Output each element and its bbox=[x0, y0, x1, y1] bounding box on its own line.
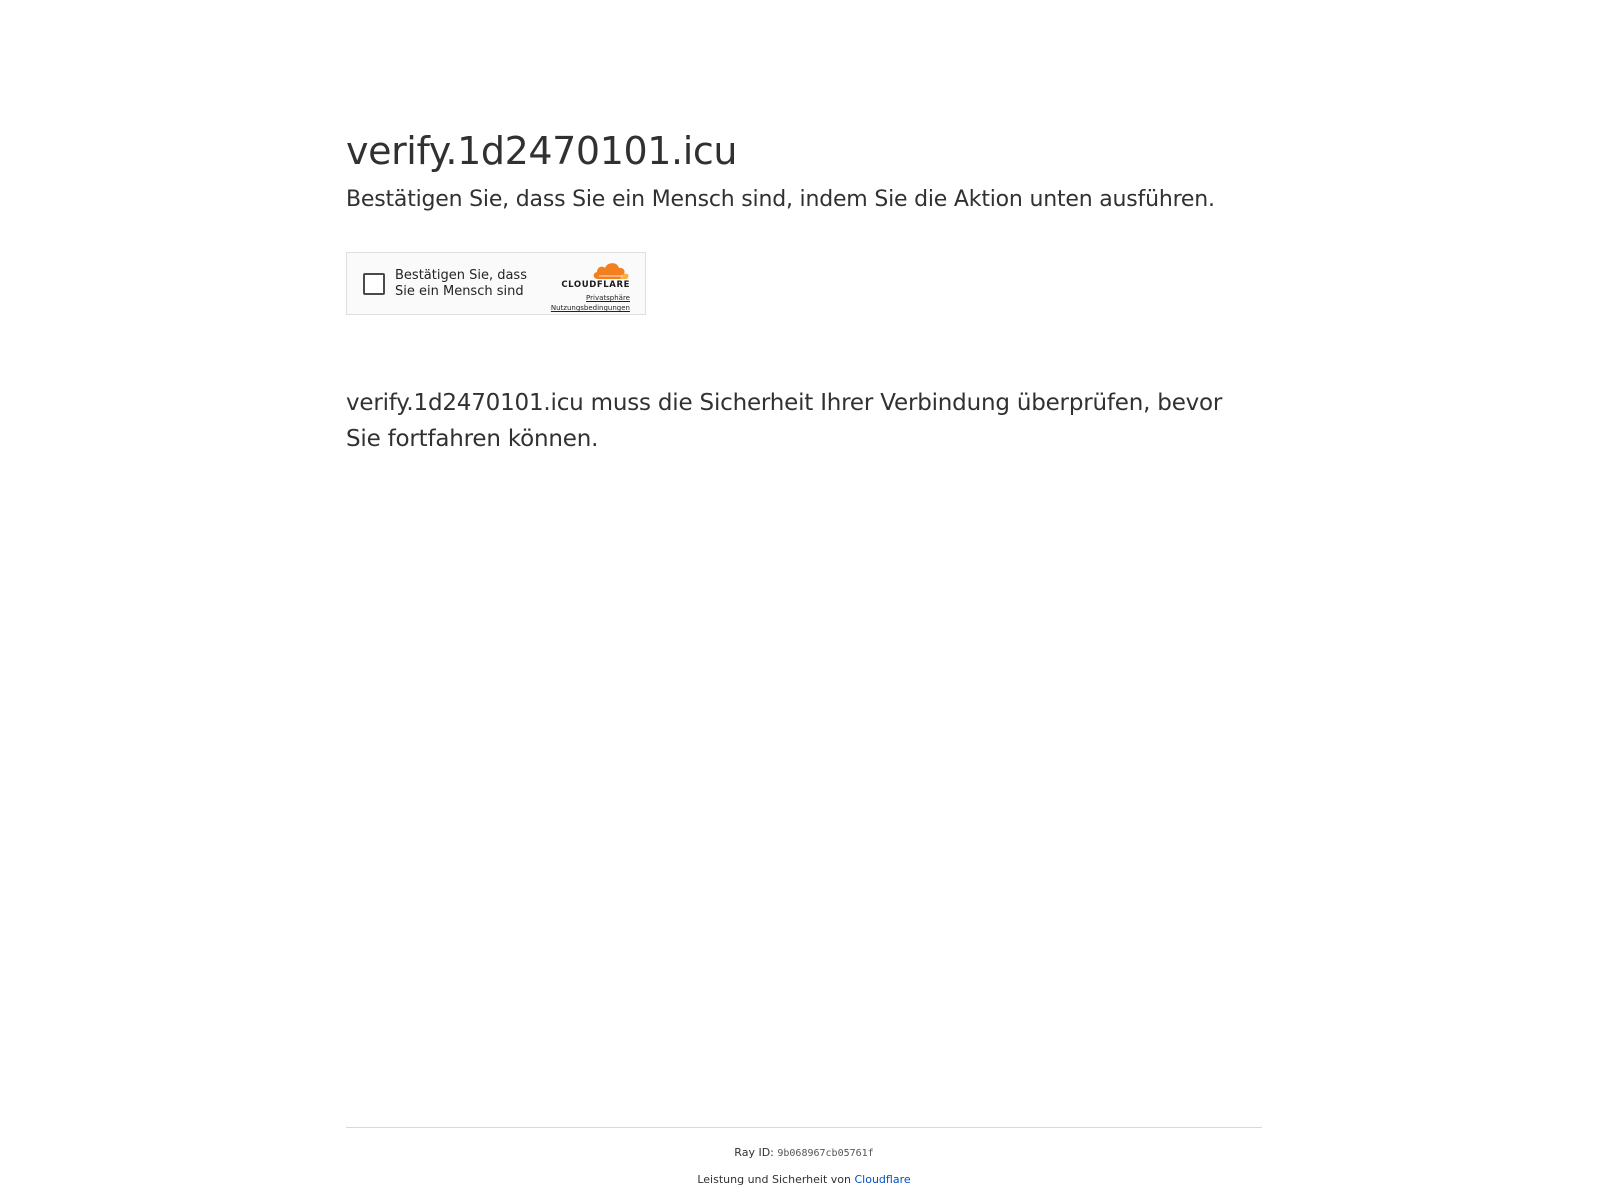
page-title: verify.1d2470101.icu bbox=[346, 129, 738, 173]
cloudflare-branding bbox=[530, 259, 630, 313]
cloudflare-link[interactable]: Cloudflare bbox=[854, 1173, 911, 1186]
ray-id-line bbox=[346, 1146, 1262, 1161]
footer bbox=[346, 1127, 1262, 1187]
ray-id-value: 9b068967cb05761f bbox=[777, 1148, 874, 1159]
privacy-link[interactable]: Privatsphäre bbox=[586, 294, 630, 303]
security-check-description: verify.1d2470101.icu muss die Sicherheit Ihrer Verbindung überprüfen, bevor Sie fortfahren können. bbox=[346, 390, 1223, 453]
cloudflare-cloud-icon bbox=[590, 259, 630, 281]
ray-id-label: Ray ID: bbox=[734, 1146, 774, 1159]
performance-text: Leistung und Sicherheit von bbox=[697, 1173, 851, 1186]
main-content bbox=[346, 128, 1262, 457]
page-subtitle: Bestätigen Sie, dass Sie ein Mensch sind, indem Sie die Aktion unten ausführen. bbox=[346, 186, 1215, 212]
terms-link[interactable]: Nutzungsbedingungen bbox=[550, 304, 630, 313]
performance-line bbox=[346, 1173, 1262, 1187]
widget-links bbox=[530, 293, 630, 313]
turnstile-widget bbox=[346, 252, 646, 315]
checkbox-label: Bestätigen Sie, dass Sie ein Mensch sind bbox=[395, 268, 527, 300]
cloudflare-wordmark: CLOUDFLARE bbox=[561, 280, 630, 291]
human-verification-checkbox[interactable] bbox=[363, 273, 385, 295]
